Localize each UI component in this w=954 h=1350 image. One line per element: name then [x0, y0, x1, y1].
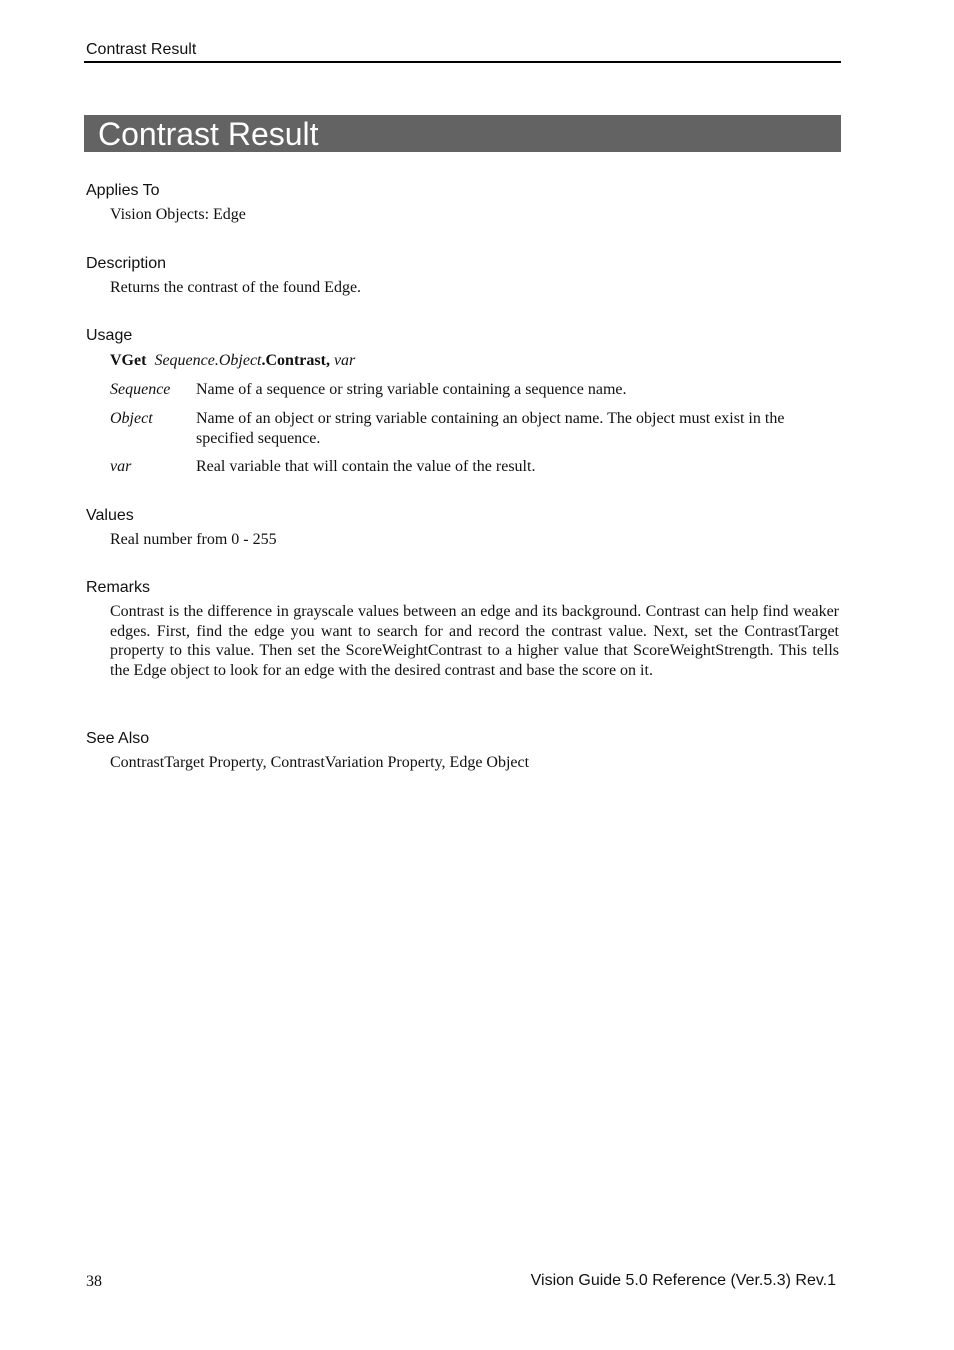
- footer-doc-title: Vision Guide 5.0 Reference (Ver.5.3) Rev.1: [530, 1272, 836, 1289]
- param-term-sequence: Sequence: [110, 381, 171, 398]
- param-desc-var: Real variable that will contain the value of the result.: [196, 458, 536, 475]
- usage-command: VGet: [110, 352, 147, 369]
- remarks-text: Contrast is the difference in grayscale values between an edge and its background. Contrast can help find weaker edges. First, find the edge you want to search for and record the contrast value. Next, set the ContrastTarget property to this value. Then set the ScoreWeightContrast to a higher value that ScoreWeightStrength. This tells the Edge object to look for an edge with the desired contrast and base the score on it.: [110, 603, 839, 679]
- page-number: 38: [86, 1273, 102, 1290]
- description-text: Returns the contrast of the found Edge.: [110, 279, 362, 296]
- see-also-text: ContrastTarget Property, ContrastVariation Property, Edge Object: [110, 754, 530, 771]
- values-heading: Values: [86, 507, 134, 524]
- param-term-var: var: [110, 458, 132, 475]
- param-desc-object: Name of an object or string variable containing an object name. The object must exist in the specified sequence.: [196, 410, 785, 447]
- param-desc-sequence: Name of a sequence or string variable containing a sequence name.: [196, 381, 627, 398]
- values-text: Real number from 0 - 255: [110, 531, 277, 548]
- description-heading: Description: [86, 255, 167, 272]
- see-also-heading: See Also: [86, 730, 150, 747]
- usage-heading: Usage: [86, 327, 133, 344]
- header-rule: [84, 61, 841, 63]
- page-title: Contrast Result: [98, 116, 319, 152]
- remarks-heading: Remarks: [86, 579, 151, 596]
- usage-syntax: [110, 351, 355, 371]
- usage-variable: var: [333, 352, 356, 369]
- running-header: Contrast Result: [86, 41, 197, 58]
- usage-property: .Contrast,: [261, 352, 330, 369]
- param-term-object: Object: [110, 410, 153, 427]
- applies-to-text: Vision Objects: Edge: [110, 206, 246, 223]
- applies-to-heading: Applies To: [86, 182, 160, 199]
- page-title-bar: [84, 115, 841, 152]
- usage-sequence-object: Sequence.Object: [154, 352, 262, 369]
